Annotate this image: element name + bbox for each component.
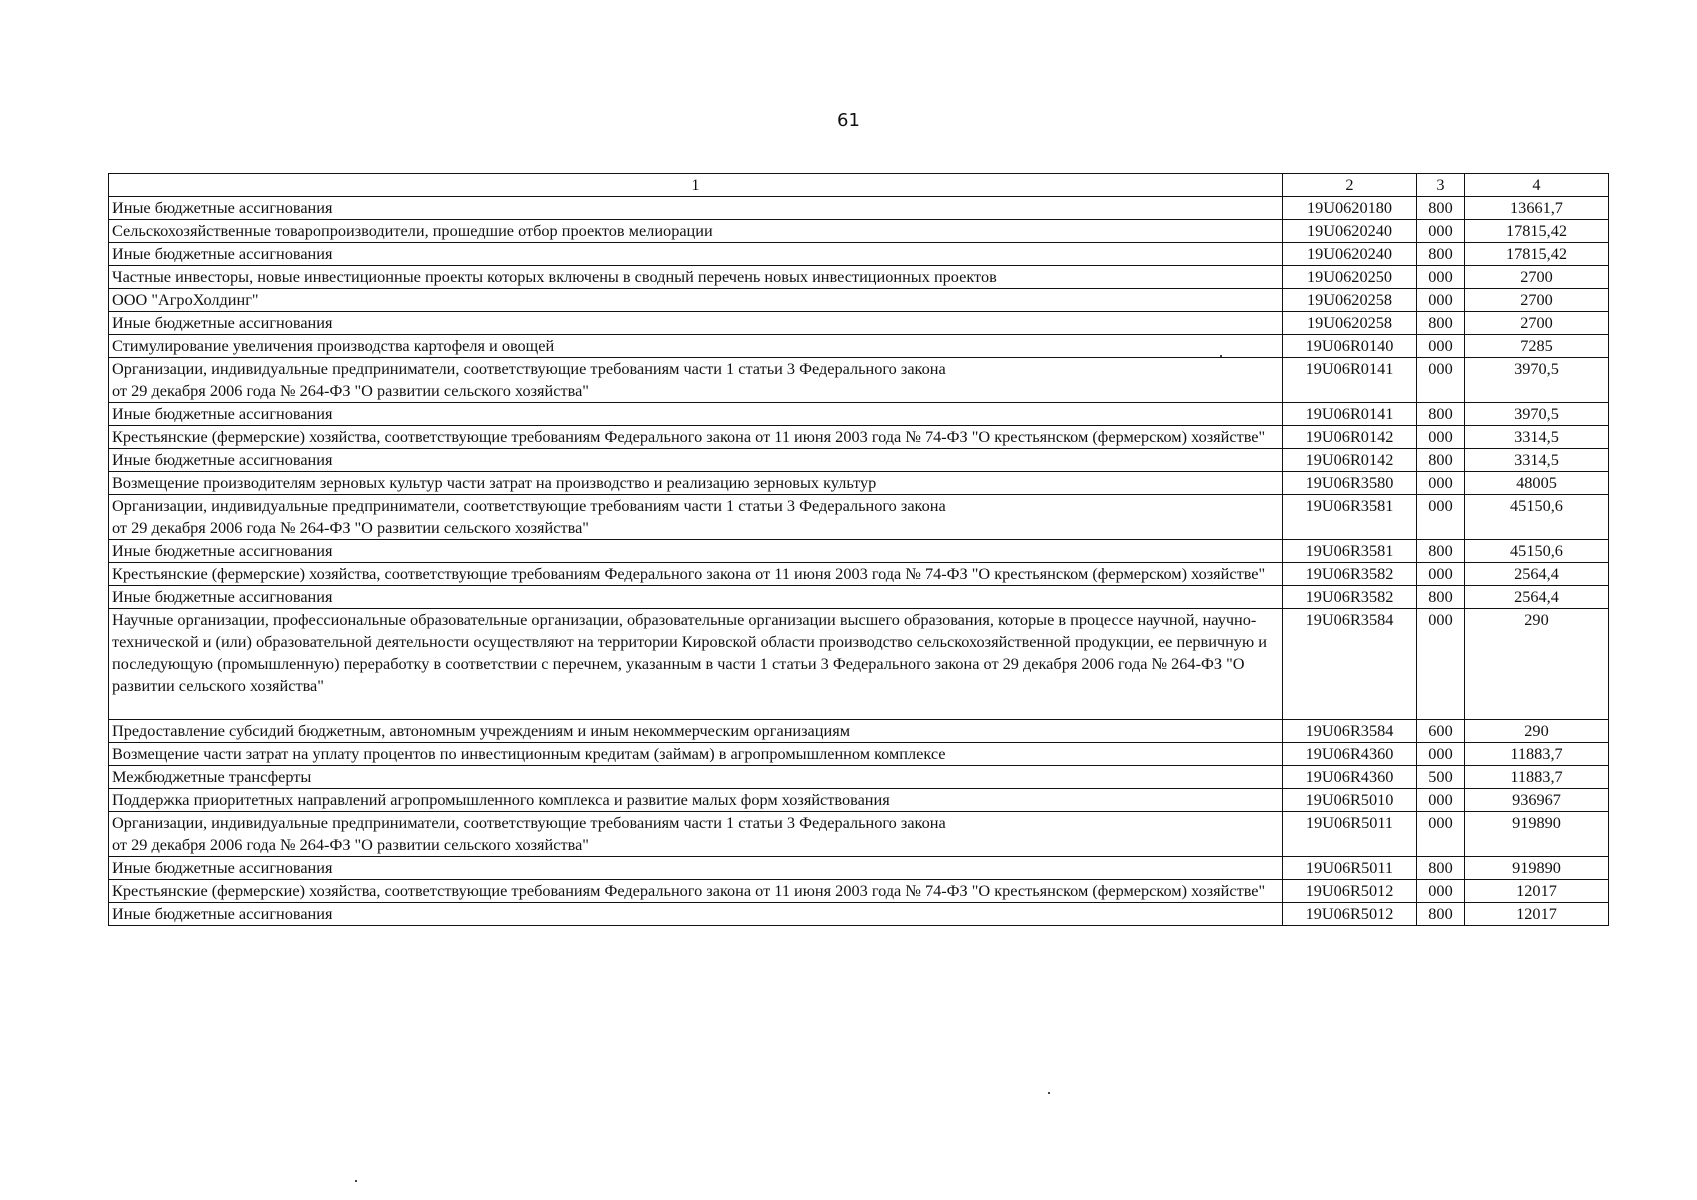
row-kvr-cell: 800 [1417, 403, 1465, 426]
header-col-1: 1 [109, 174, 1283, 197]
row-sum-cell: 48005 [1465, 472, 1609, 495]
row-kvr-cell: 800 [1417, 903, 1465, 926]
table-row [109, 812, 1609, 857]
row-code-cell: 19U06R5011 [1283, 857, 1417, 880]
table-row [109, 540, 1609, 563]
row-kvr-cell: 800 [1417, 312, 1465, 335]
row-name-cell: Иные бюджетные ассигнования [109, 403, 1283, 426]
row-code-cell: 19U06R5012 [1283, 880, 1417, 903]
row-code-cell: 19U06R4360 [1283, 766, 1417, 789]
row-name-cell: Организации, индивидуальные предприниматели, соответствующие требованиям части 1 статьи 3 Федерального закона от 29 декабря 2006 года № 264-ФЗ "О развитии сельского хозяйства" [109, 358, 1283, 403]
row-name-cell: Поддержка приоритетных направлений агропромышленного комплекса и развитие малых форм хозяйствования [109, 789, 1283, 812]
row-kvr-cell: 600 [1417, 720, 1465, 743]
row-code-cell: 19U06R0141 [1283, 403, 1417, 426]
table-row [109, 586, 1609, 609]
row-sum-cell: 290 [1465, 609, 1609, 720]
table-row [109, 335, 1609, 358]
row-name-cell: Иные бюджетные ассигнования [109, 197, 1283, 220]
table-row [109, 743, 1609, 766]
row-name-cell: Иные бюджетные ассигнования [109, 312, 1283, 335]
row-name-cell: Крестьянские (фермерские) хозяйства, соответствующие требованиям Федерального закона от 11 июня 2003 года № 74-ФЗ "О крестьянском (фермерском) хозяйстве" [109, 563, 1283, 586]
row-sum-cell: 919890 [1465, 857, 1609, 880]
table-row [109, 472, 1609, 495]
row-kvr-cell: 000 [1417, 289, 1465, 312]
row-kvr-cell: 800 [1417, 540, 1465, 563]
row-name-cell: Возмещение части затрат на уплату процентов по инвестиционным кредитам (займам) в агропромышленном комплексе [109, 743, 1283, 766]
row-kvr-cell: 000 [1417, 563, 1465, 586]
table-row [109, 609, 1609, 720]
row-name-cell: Возмещение производителям зерновых культур части затрат на производство и реализацию зерновых культур [109, 472, 1283, 495]
row-code-cell: 19U0620250 [1283, 266, 1417, 289]
row-name-cell: Организации, индивидуальные предприниматели, соответствующие требованиям части 1 статьи 3 Федерального закона от 29 декабря 2006 года № 264-ФЗ "О развитии сельского хозяйства" [109, 495, 1283, 540]
row-code-cell: 19U0620240 [1283, 243, 1417, 266]
row-name-cell: Иные бюджетные ассигнования [109, 243, 1283, 266]
row-name-cell: Крестьянские (фермерские) хозяйства, соответствующие требованиям Федерального закона от 11 июня 2003 года № 74-ФЗ "О крестьянском (фермерском) хозяйстве" [109, 426, 1283, 449]
scan-speck [1220, 355, 1222, 357]
row-code-cell: 19U06R5010 [1283, 789, 1417, 812]
row-code-cell: 19U06R4360 [1283, 743, 1417, 766]
row-code-cell: 19U0620180 [1283, 197, 1417, 220]
row-code-cell: 19U06R3584 [1283, 609, 1417, 720]
row-kvr-cell: 800 [1417, 197, 1465, 220]
table-row [109, 312, 1609, 335]
row-kvr-cell: 000 [1417, 495, 1465, 540]
row-name-cell: Иные бюджетные ассигнования [109, 586, 1283, 609]
row-code-cell: 19U06R3580 [1283, 472, 1417, 495]
row-kvr-cell: 000 [1417, 472, 1465, 495]
row-sum-cell: 17815,42 [1465, 220, 1609, 243]
row-code-cell: 19U0620258 [1283, 289, 1417, 312]
row-name-cell: Иные бюджетные ассигнования [109, 449, 1283, 472]
row-name-cell: Научные организации, профессиональные образовательные организации, образовательные организации высшего образования, которые в процессе научной, научно-технической и (или) образовательной деятельности осуществляют на территории Кировской области производство сельскохозяйственной продукции, ее первичную и последующую (промышленную) переработку в соответствии с перечнем, указанным в части 1 статьи 3 Федерального закона от 29 декабря 2006 года № 264-ФЗ "О развитии сельского хозяйства" [109, 609, 1283, 720]
table-row [109, 495, 1609, 540]
row-sum-cell: 11883,7 [1465, 766, 1609, 789]
row-name-cell: ООО "АгроХолдинг" [109, 289, 1283, 312]
table-row [109, 449, 1609, 472]
table-row [109, 789, 1609, 812]
row-code-cell: 19U06R3582 [1283, 563, 1417, 586]
row-kvr-cell: 000 [1417, 426, 1465, 449]
row-name-cell: Иные бюджетные ассигнования [109, 857, 1283, 880]
row-sum-cell: 17815,42 [1465, 243, 1609, 266]
budget-table [108, 173, 1609, 926]
table-row [109, 289, 1609, 312]
table-row [109, 563, 1609, 586]
header-col-2: 2 [1283, 174, 1417, 197]
table-row [109, 880, 1609, 903]
row-name-cell: Сельскохозяйственные товаропроизводители, прошедшие отбор проектов мелиорации [109, 220, 1283, 243]
table-row [109, 403, 1609, 426]
row-kvr-cell: 800 [1417, 586, 1465, 609]
row-name-cell: Частные инвесторы, новые инвестиционные проекты которых включены в сводный перечень новых инвестиционных проектов [109, 266, 1283, 289]
table-row [109, 766, 1609, 789]
row-name-cell: Организации, индивидуальные предприниматели, соответствующие требованиям части 1 статьи 3 Федерального закона от 29 декабря 2006 года № 264-ФЗ "О развитии сельского хозяйства" [109, 812, 1283, 857]
row-sum-cell: 936967 [1465, 789, 1609, 812]
table-row [109, 266, 1609, 289]
table-row [109, 903, 1609, 926]
row-kvr-cell: 000 [1417, 789, 1465, 812]
row-sum-cell: 7285 [1465, 335, 1609, 358]
row-name-cell: Крестьянские (фермерские) хозяйства, соответствующие требованиям Федерального закона от 11 июня 2003 года № 74-ФЗ "О крестьянском (фермерском) хозяйстве" [109, 880, 1283, 903]
row-code-cell: 19U06R0141 [1283, 358, 1417, 403]
row-kvr-cell: 000 [1417, 266, 1465, 289]
table-row [109, 426, 1609, 449]
row-kvr-cell: 000 [1417, 358, 1465, 403]
table-row [109, 720, 1609, 743]
row-name-cell: Предоставление субсидий бюджетным, автономным учреждениям и иным некоммерческим организациям [109, 720, 1283, 743]
row-code-cell: 19U06R0142 [1283, 426, 1417, 449]
table-body [109, 197, 1609, 926]
row-code-cell: 19U06R5011 [1283, 812, 1417, 857]
row-code-cell: 19U0620258 [1283, 312, 1417, 335]
row-sum-cell: 290 [1465, 720, 1609, 743]
row-sum-cell: 11883,7 [1465, 743, 1609, 766]
header-col-3: 3 [1417, 174, 1465, 197]
table-row [109, 243, 1609, 266]
scan-speck [1048, 1092, 1050, 1094]
row-sum-cell: 45150,6 [1465, 540, 1609, 563]
row-sum-cell: 3314,5 [1465, 449, 1609, 472]
table-row [109, 197, 1609, 220]
row-name-cell: Межбюджетные трансферты [109, 766, 1283, 789]
table-row [109, 220, 1609, 243]
row-code-cell: 19U06R3581 [1283, 540, 1417, 563]
header-row [109, 174, 1609, 197]
row-code-cell: 19U06R3581 [1283, 495, 1417, 540]
row-sum-cell: 3314,5 [1465, 426, 1609, 449]
row-code-cell: 19U0620240 [1283, 220, 1417, 243]
row-kvr-cell: 000 [1417, 335, 1465, 358]
row-sum-cell: 2700 [1465, 289, 1609, 312]
row-kvr-cell: 000 [1417, 812, 1465, 857]
header-col-4: 4 [1465, 174, 1609, 197]
row-sum-cell: 12017 [1465, 903, 1609, 926]
row-sum-cell: 13661,7 [1465, 197, 1609, 220]
table-row [109, 358, 1609, 403]
row-code-cell: 19U06R0142 [1283, 449, 1417, 472]
scan-speck [355, 1180, 357, 1182]
row-sum-cell: 45150,6 [1465, 495, 1609, 540]
row-name-cell: Иные бюджетные ассигнования [109, 540, 1283, 563]
row-kvr-cell: 000 [1417, 220, 1465, 243]
row-sum-cell: 3970,5 [1465, 403, 1609, 426]
row-kvr-cell: 000 [1417, 880, 1465, 903]
row-kvr-cell: 800 [1417, 857, 1465, 880]
row-sum-cell: 3970,5 [1465, 358, 1609, 403]
row-code-cell: 19U06R3584 [1283, 720, 1417, 743]
page-number: 61 [837, 110, 860, 131]
row-sum-cell: 2564,4 [1465, 563, 1609, 586]
row-sum-cell: 2700 [1465, 312, 1609, 335]
row-sum-cell: 12017 [1465, 880, 1609, 903]
row-name-cell: Стимулирование увеличения производства картофеля и овощей [109, 335, 1283, 358]
row-code-cell: 19U06R3582 [1283, 586, 1417, 609]
table-row [109, 857, 1609, 880]
row-code-cell: 19U06R0140 [1283, 335, 1417, 358]
row-sum-cell: 919890 [1465, 812, 1609, 857]
row-kvr-cell: 000 [1417, 609, 1465, 720]
row-sum-cell: 2564,4 [1465, 586, 1609, 609]
row-code-cell: 19U06R5012 [1283, 903, 1417, 926]
row-kvr-cell: 800 [1417, 449, 1465, 472]
row-kvr-cell: 000 [1417, 743, 1465, 766]
row-kvr-cell: 800 [1417, 243, 1465, 266]
row-name-cell: Иные бюджетные ассигнования [109, 903, 1283, 926]
row-kvr-cell: 500 [1417, 766, 1465, 789]
row-sum-cell: 2700 [1465, 266, 1609, 289]
